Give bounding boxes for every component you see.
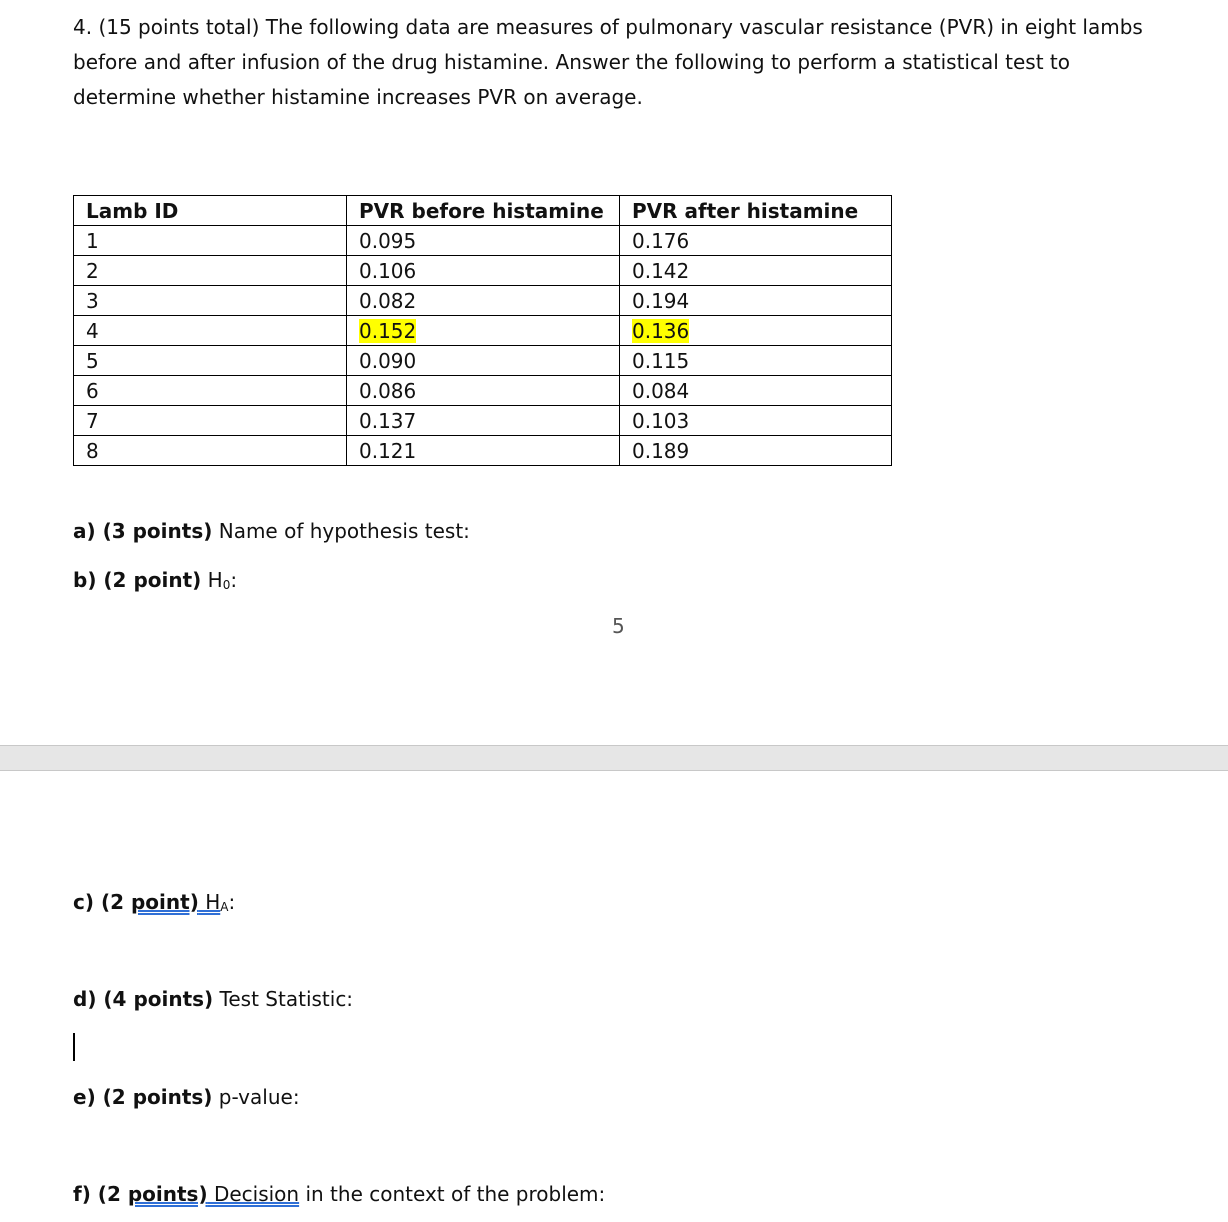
- question-e[interactable]: [73, 1084, 300, 1110]
- question-d[interactable]: [73, 986, 353, 1012]
- lamb-id-cell: 2: [74, 256, 347, 286]
- pvr-after-cell: 0.115: [620, 346, 892, 376]
- question-d-label: d) (4 points): [73, 987, 214, 1011]
- pvr-before-cell: 0.086: [347, 376, 620, 406]
- question-f-decision: Decision: [207, 1182, 300, 1206]
- question-c-colon: :: [228, 890, 236, 914]
- question-e-label: e) (2 points): [73, 1085, 213, 1109]
- lamb-id-cell: 1: [74, 226, 347, 256]
- page-break-gap: [0, 745, 1228, 771]
- question-f-label: [73, 1182, 208, 1206]
- table-row: [74, 256, 892, 286]
- table-row: [74, 406, 892, 436]
- question-f-label-pre: f) (2: [73, 1182, 128, 1206]
- pvr-after-cell: 0.084: [620, 376, 892, 406]
- question-a-label: a) (3 points): [73, 519, 213, 543]
- pvr-before-cell: 0.082: [347, 286, 620, 316]
- question-d-text: Test Statistic:: [213, 987, 354, 1011]
- table-row: [74, 346, 892, 376]
- pvr-table: [73, 195, 892, 466]
- question-b-label: b) (2 point): [73, 568, 202, 592]
- header-pvr-after: PVR after histamine: [620, 196, 892, 226]
- question-e-text: p-value:: [212, 1085, 300, 1109]
- pvr-before-cell: 0.106: [347, 256, 620, 286]
- null-subscript: 0: [222, 578, 231, 592]
- lamb-id-cell: 7: [74, 406, 347, 436]
- table-row: [74, 376, 892, 406]
- lamb-id-cell: 4: [74, 316, 347, 346]
- question-b-colon: :: [230, 568, 238, 592]
- question-c-label-underlined: point): [130, 890, 199, 914]
- question-intro: 4. (15 points total) The following data are measures of pulmonary vascular resistance (PVR) in eight lambs before and after infusion of the drug histamine. Answer the following to perform a statistical test to determine whether histamine increases PVR on average.: [73, 15, 1143, 109]
- pvr-after-cell: 0.103: [620, 406, 892, 436]
- table-row: [74, 436, 892, 466]
- text-cursor[interactable]: [73, 1033, 75, 1061]
- pvr-before-cell: 0.095: [347, 226, 620, 256]
- pvr-after-cell: 0.142: [620, 256, 892, 286]
- table-row: [74, 226, 892, 256]
- question-c[interactable]: [73, 889, 235, 920]
- pvr-after-cell: 0.176: [620, 226, 892, 256]
- question-c-label: [73, 890, 199, 914]
- question-f-text: in the context of the problem:: [299, 1182, 606, 1206]
- lamb-id-cell: 3: [74, 286, 347, 316]
- header-pvr-before: PVR before histamine: [347, 196, 620, 226]
- question-f-label-underlined: points): [127, 1182, 208, 1206]
- pvr-after-cell: 0.194: [620, 286, 892, 316]
- alt-subscript: A: [220, 900, 229, 914]
- table-row: [74, 316, 892, 346]
- page-number: 5: [612, 614, 625, 638]
- header-lamb-id: Lamb ID: [74, 196, 347, 226]
- question-f[interactable]: [73, 1181, 605, 1207]
- question-c-h: H: [198, 890, 221, 914]
- question-c-text: [199, 890, 229, 914]
- lamb-id-cell: 5: [74, 346, 347, 376]
- question-c-label-pre: c) (2: [73, 890, 131, 914]
- pvr-after-cell: 0.189: [620, 436, 892, 466]
- question-b[interactable]: [73, 567, 237, 598]
- pvr-before-cell: 0.090: [347, 346, 620, 376]
- pvr-before-cell: 0.121: [347, 436, 620, 466]
- pvr-after-cell: [620, 316, 892, 346]
- question-b-text: H: [201, 568, 223, 592]
- lamb-id-cell: 8: [74, 436, 347, 466]
- highlighted-value: 0.136: [632, 318, 690, 343]
- table-header-row: [74, 196, 892, 226]
- lamb-id-cell: 6: [74, 376, 347, 406]
- pvr-before-cell: [347, 316, 620, 346]
- question-a-text: Name of hypothesis test:: [212, 519, 470, 543]
- question-a[interactable]: [73, 518, 470, 544]
- table-row: [74, 286, 892, 316]
- pvr-before-cell: 0.137: [347, 406, 620, 436]
- highlighted-value: 0.152: [359, 318, 417, 343]
